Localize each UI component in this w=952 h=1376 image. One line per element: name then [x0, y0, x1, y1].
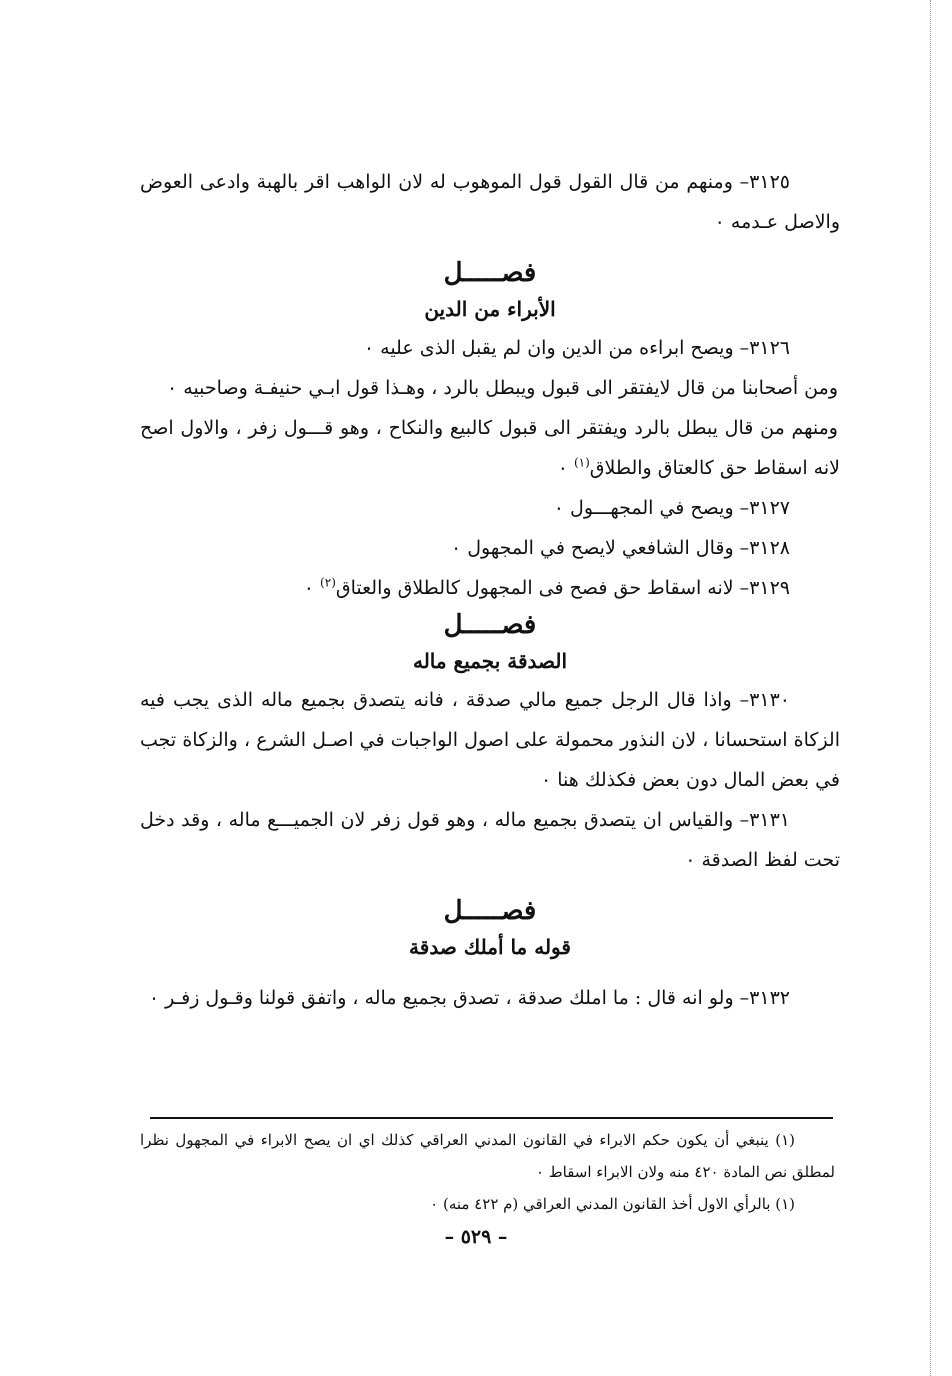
paragraph-3130: ٣١٣٠– واذا قال الرجل جميع مالي صدقة ، فانه يتصدق بجميع ماله الذى يجب فيه الزكاة استحسانا ، لان النذور محمولة على اصول الواجبات في اصـل الشرع ، والزكاة تجب في بعض المال دون بعض فكذلك هنا ٠: [140, 689, 840, 791]
section-title-amlik: قوله ما أملك صدقة: [409, 935, 571, 959]
paragraph-3128: ٣١٢٨– وقال الشافعي لايصح في المجهول ٠: [450, 537, 790, 559]
page-number: – ٥٢٩ –: [444, 1226, 508, 1248]
paragraph-3129: [140, 568, 840, 608]
footnote-ref-1: (١): [573, 455, 590, 470]
paragraph-3129-end: ٠: [303, 577, 321, 599]
paragraph-minhum-text: ومنهم من قال يبطل بالرد ويفتقر الى قبول كالبيع والنكاح ، وهو قـــول زفر ، والاول اصح لانه اسقاط حق كالعتاق والطلاق: [140, 417, 840, 479]
page-edge-dotted-line: [930, 0, 931, 1376]
footnote-separator: [150, 1117, 833, 1119]
paragraph-3131: ٣١٣١– والقياس ان يتصدق بجميع ماله ، وهو قول زفر لان الجميـــع ماله ، وقد دخل تحت لفظ الصدقة ٠: [140, 809, 840, 871]
main-text: [140, 162, 840, 1018]
section-title-sadaqa: الصدقة بجميع ماله: [412, 649, 568, 673]
paragraph-3129-text: ٣١٢٩– لانه اسقاط حق فصح فى المجهول كالطلاق والعتاق: [335, 577, 790, 599]
footnote-1: (١) ينبغي أن يكون حكم الابراء في القانون المدني العراقي كذلك اي ان يصح الابراء في المجهول نظرا لمطلق نص المادة ٤٢٠ منه ولان الابراء اسقاط ٠: [140, 1131, 835, 1181]
section-heading-fasl-3: فصـــــل: [443, 896, 537, 926]
footnote-ref-2: (٢): [320, 575, 336, 590]
paragraph-3127: ٣١٢٧– ويصح في المجهـــول ٠: [553, 497, 790, 519]
section-title-ibra: الأبراء من الدين: [424, 297, 556, 321]
paragraph-3126: ٣١٢٦– ويصح ابراءه من الدين وان لم يقبل الذى عليه ٠: [363, 337, 790, 359]
footnotes: [140, 1124, 835, 1220]
paragraph-3125: ٣١٢٥– ومنهم من قال القول قول الموهوب له لان الواهب اقر بالهبة وادعى العوض والاصل عـدمه ٠: [140, 171, 840, 233]
section-heading-fasl-2: فصـــــل: [443, 610, 537, 640]
paragraph-3132: ٣١٣٢– ولو انه قال : ما املك صدقة ، تصدق بجميع ماله ، واتفق قولنا وقـول زفـر ٠: [148, 987, 790, 1009]
paragraph-ashabuna: ومن أصحابنا من قال لايفتقر الى قبول ويبطل بالرد ، وهـذا قول ابـي حنيفـة وصاحبيه ٠: [167, 377, 838, 399]
footnote-2: (١) بالرأي الاول أخذ القانون المدني العراقي (م ٤٢٢ منه) ٠: [430, 1195, 795, 1213]
paragraph-minhum-end: ٠: [557, 457, 574, 479]
section-heading-fasl-1: فصـــــل: [443, 258, 537, 288]
paragraph-minhum: [140, 408, 840, 488]
